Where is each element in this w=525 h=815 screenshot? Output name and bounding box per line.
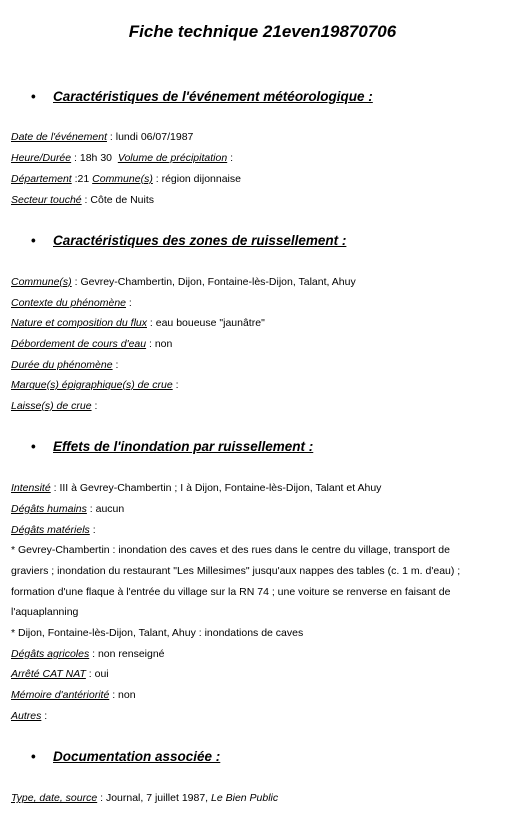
desc-line: graviers ; inondation du restaurant "Les Millesimes" jusqu'aux nappes des tables (c. 1 m. d'eau) ;	[11, 565, 461, 577]
field-autres-value: :	[41, 710, 48, 722]
field-catnat-label: Arrêté CAT NAT	[11, 668, 86, 680]
field-humains-value: : aucun	[86, 503, 125, 515]
field-contexte-value: :	[126, 297, 132, 309]
field-secteur-value: : Côte de Nuits	[81, 194, 155, 206]
field-catnat	[11, 668, 109, 680]
field-debordement	[11, 338, 172, 350]
field-commune-value: : région dijonnaise	[152, 173, 241, 185]
field-dept-commune	[11, 173, 241, 185]
field-heure-value: : 18h 30	[71, 152, 118, 164]
field-marques-value: :	[172, 379, 179, 391]
field-source-value: : Journal, 7 juillet 1987,	[97, 792, 212, 804]
field-secteur	[11, 194, 154, 206]
field-memoire	[11, 689, 136, 701]
field-humains	[11, 503, 124, 515]
field-source	[11, 792, 278, 804]
field-marques-label: Marque(s) épigraphique(s) de crue	[11, 379, 173, 391]
field-materiels-label: Dégâts matériels	[11, 524, 90, 536]
field-date	[11, 131, 193, 143]
field-volume-label: Volume de précipitation	[117, 152, 228, 164]
field-laisses	[11, 400, 97, 412]
field-contexte-label: Contexte du phénomène	[11, 297, 127, 309]
field-communes	[11, 276, 356, 288]
field-materiels-value: :	[89, 524, 96, 536]
field-memoire-label: Mémoire d'antériorité	[11, 689, 110, 701]
bullet: •	[31, 89, 36, 104]
field-contexte	[11, 297, 132, 309]
field-nature-value: : eau boueuse "jaunâtre"	[147, 317, 265, 329]
field-intensite-label: Intensité	[11, 482, 51, 494]
field-communes-value: : Gevrey-Chambertin, Dijon, Fontaine-lès-Dijon, Talant, Ahuy	[71, 276, 356, 288]
field-debordement-label: Débordement de cours d'eau	[11, 338, 147, 350]
field-autres-label: Autres	[11, 710, 42, 722]
field-laisses-value: :	[91, 400, 98, 412]
field-heure-volume	[11, 152, 233, 164]
bullet: •	[31, 439, 36, 454]
field-heure-label: Heure/Durée	[11, 152, 72, 164]
field-volume-value: :	[227, 152, 234, 164]
section-heading-effets-text: Effets de l'inondation par ruissellement :	[53, 439, 314, 454]
field-duree-value: :	[112, 359, 119, 371]
field-date-label: Date de l'événement	[11, 131, 107, 143]
section-heading-doc-text: Documentation associée :	[53, 749, 221, 764]
field-date-value: : lundi 06/07/1987	[106, 131, 194, 143]
section-heading-doc	[31, 749, 220, 764]
field-dept-label: Département	[11, 173, 72, 185]
field-marques	[11, 379, 179, 391]
field-memoire-value: : non	[109, 689, 136, 701]
field-intensite-value: : III à Gevrey-Chambertin ; I à Dijon, Fontaine-lès-Dijon, Talant et Ahuy	[50, 482, 382, 494]
field-source-label: Type, date, source	[11, 792, 98, 804]
field-agricoles	[11, 648, 165, 660]
field-nature-label: Nature et composition du flux	[11, 317, 147, 329]
field-communes-label: Commune(s)	[11, 276, 72, 288]
section-heading-meteo-text: Caractéristiques de l'événement météorologique :	[53, 89, 373, 104]
field-dept-value: :21	[71, 173, 93, 185]
field-debordement-value: : non	[146, 338, 173, 350]
field-humains-label: Dégâts humains	[11, 503, 87, 515]
page-title: Fiche technique 21even19870706	[128, 22, 397, 41]
field-intensite	[11, 482, 381, 494]
desc-line: * Dijon, Fontaine-lès-Dijon, Talant, Ahuy : inondations de caves	[11, 627, 304, 639]
field-secteur-label: Secteur touché	[11, 194, 82, 206]
field-agricoles-value: : non renseigné	[89, 648, 165, 660]
field-commune-label: Commune(s)	[92, 173, 153, 185]
section-heading-zones-text: Caractéristiques des zones de ruissellement :	[53, 233, 347, 248]
section-heading-effets	[31, 439, 313, 454]
field-duree-label: Durée du phénomène	[11, 359, 113, 371]
bullet: •	[31, 233, 36, 248]
section-heading-meteo	[31, 89, 373, 104]
desc-line: l'aquaplanning	[11, 606, 79, 618]
field-duree	[11, 359, 118, 371]
desc-line: formation d'une flaque à l'entrée du village sur la RN 74 ; une voiture se renverse en faisant de	[11, 586, 451, 598]
field-autres	[11, 710, 47, 722]
field-laisses-label: Laisse(s) de crue	[11, 400, 92, 412]
field-nature	[11, 317, 265, 329]
desc-line: * Gevrey-Chambertin : inondation des caves et des rues dans le centre du village, transport de	[11, 544, 450, 556]
field-materiels	[11, 524, 96, 536]
bullet: •	[31, 749, 36, 764]
field-catnat-value: : oui	[85, 668, 109, 680]
field-source-publication: Le Bien Public	[211, 792, 279, 804]
field-agricoles-label: Dégâts agricoles	[11, 648, 90, 660]
section-heading-zones	[31, 233, 346, 248]
